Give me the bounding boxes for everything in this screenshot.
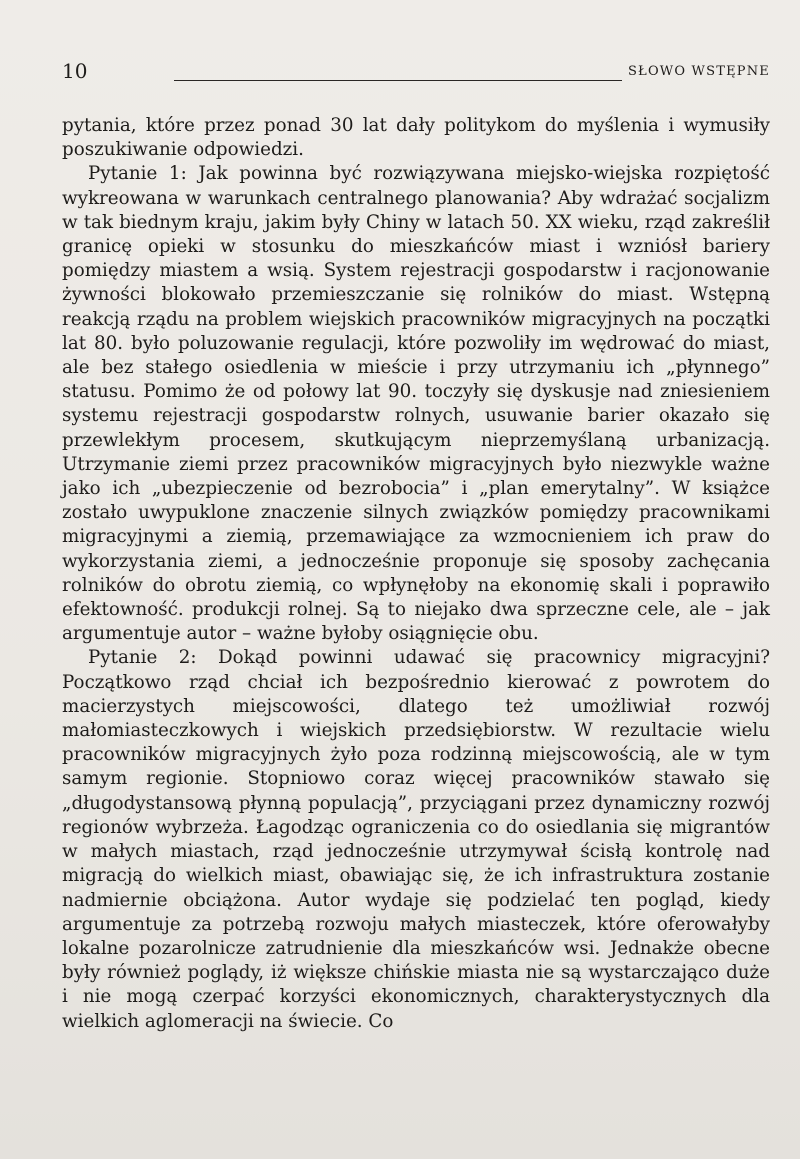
header-rule: [174, 80, 622, 81]
paragraph-question-2: Pytanie 2: Dokąd powinni udawać się pracownicy migracyjni? Początkowo rząd chciał ich bezpośrednio kierować z powrotem do macierzystych miejscowości, dlatego też umożliwiał rozwój małomiasteczkowych i wiejskich przedsiębiorstw. W rezultacie wielu pracowników migracyjnych żyło poza rodzinną miejscowością, ale w tym samym regionie. Stopniowo coraz więcej pracowników stawało się „długodystansową płynną populacją”, przyciągani przez dynamiczny rozwój regionów wybrzeża. Łagodząc ograniczenia co do osiedlania się migrantów w małych miastach, rząd jednocześnie utrzymywał ścisłą kontrolę nad migracją do wielkich miast, obawiając się, że ich infrastruktura zostanie nadmiernie obciążona. Autor wydaje się podzielać ten pogląd, kiedy argumentuje za potrzebą rozwoju małych miasteczek, które oferowałyby lokalne pozarolnicze zatrudnienie dla mieszkańców wsi. Jednakże obecne były również poglądy, iż większe chińskie miasta nie są wystarczająco duże i nie mogą czerpać korzyści ekonomicznych, charakterystycznych dla wielkich aglomeracji na świecie. Co: [62, 647, 770, 1032]
page-header: [62, 58, 770, 86]
running-title: SŁOWO WSTĘPNE: [627, 64, 770, 79]
paragraph-question-1: Pytanie 1: Jak powinna być rozwiązywana miejsko-wiejska rozpiętość wykreowana w warunkach centralnego planowania? Aby wdrażać socjalizm w tak biednym kraju, jakim były Chiny w latach 50. XX wieku, rząd zakreślił granicę opieki w stosunku do mieszkańców miast i wzniósł bariery pomiędzy miastem a wsią. System rejestracji gospodarstw i racjonowanie żywności blokowało przemieszczanie się rolników do miast. Wstępną reakcją rządu na problem wiejskich pracowników migracyjnych na początki lat 80. było poluzowanie regulacji, które pozwoliły im wędrować do miast, ale bez stałego osiedlenia w mieście i przy utrzymaniu ich „płynnego” statusu. Pomimo że od połowy lat 90. toczyły się dyskusje nad zniesieniem systemu rejestracji gospodarstw rolnych, usuwanie barier okazało się przewlekłym procesem, skutkującym nieprzemyślaną urbanizacją. Utrzymanie ziemi przez pracowników migracyjnych było niezwykle ważne jako ich „ubezpieczenie od bezrobocia” i „plan emerytalny”. W książce zostało uwypuklone znaczenie silnych związków pomiędzy pracownikami migracyjnymi a ziemią, przemawiające za wzmocnieniem ich praw do wykorzystania ziemi, a jednocześnie proponuje się sposoby zachęcania rolników do obrotu ziemią, co wpłynęłoby na ekonomię skali i poprawiło efektowność. produkcji rolnej. Są to niejako dwa sprzeczne cele, ale – jak argumentuje autor – ważne byłoby osiągnięcie obu.: [62, 163, 770, 645]
page-number: 10: [62, 59, 88, 83]
paragraph-continuation: pytania, które przez ponad 30 lat dały politykom do myślenia i wymusiły poszukiwanie odpowiedzi.: [62, 115, 770, 161]
body-text: [62, 114, 770, 1034]
